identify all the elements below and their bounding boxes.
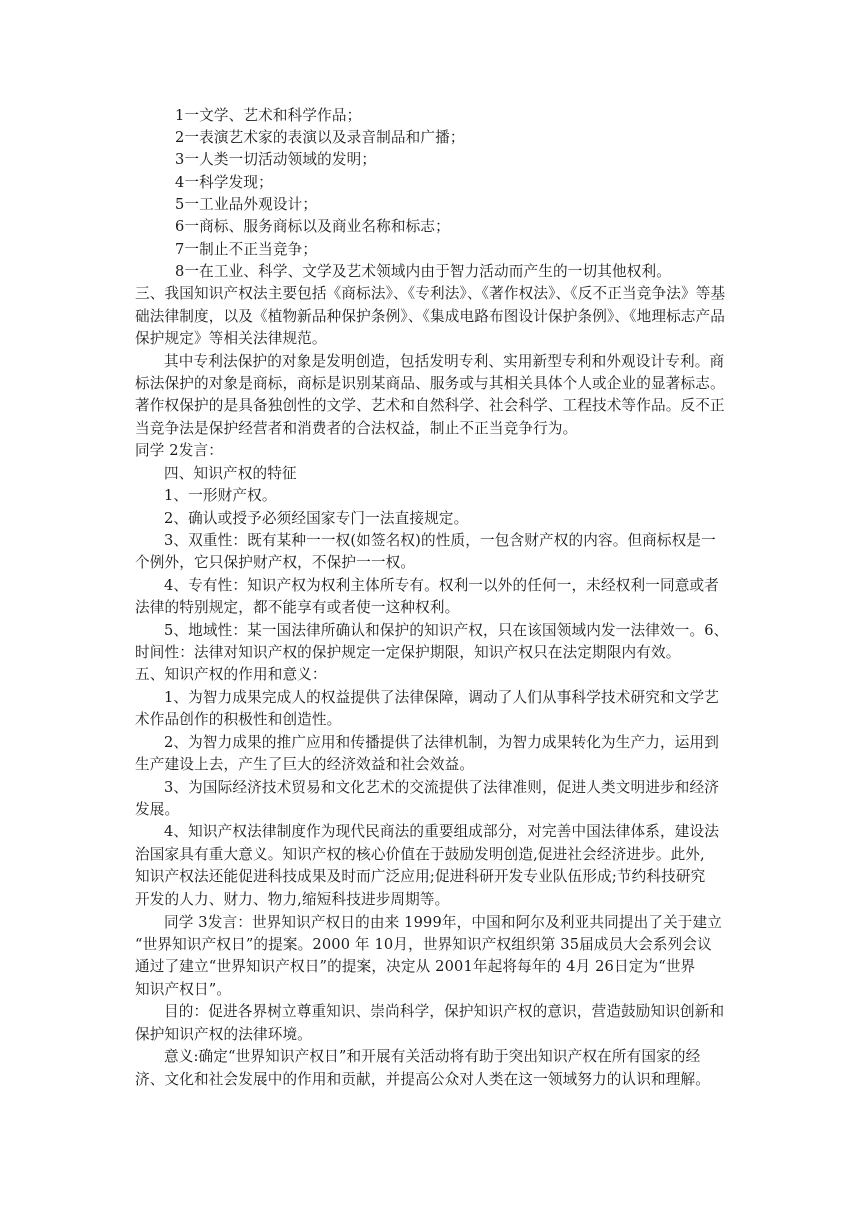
paragraph-line: 5、地域性：某一国法律所确认和保护的知识产权，只在该国领域内发一法律效一。6、 [164, 622, 729, 639]
section-heading: 四、知识产权的特征 [164, 465, 297, 482]
paragraph-line: 法律的特别规定，都不能享有或者使一这种权利。 [135, 599, 460, 616]
paragraph-line: 知识产权日”。 [135, 981, 232, 998]
paragraph-line: 其中专利法保护的对象是发明创造，包括发明专利、实用新型专利和外观设计专利。商 [164, 353, 725, 370]
section-three-line: 础法律制度，以及《植物新品种保护条例》、《集成电路布图设计保护条例》、《地理标志产品 [135, 308, 726, 325]
list-item: 8一在工业、科学、文学及艺术领域内由于智力活动而产生的一切其他权利。 [175, 263, 671, 280]
list-item: 2一表演艺术家的表演以及录音制品和广播； [175, 129, 465, 146]
paragraph-line: 1、为智力成果完成人的权益提供了法律保障，调动了人们从事科学技术研究和文学艺 [164, 689, 719, 706]
section-heading: 五、知识产权的作用和意义： [135, 666, 327, 683]
paragraph-line: 时间性：法律对知识产权的保护规定一定保护期限，知识产权只在法定期限内有效。 [135, 644, 681, 661]
paragraph-line: 著作权保护的是具备独创性的文学、艺术和自然科学、社会科学、工程技术等作品。反不正 [135, 397, 725, 414]
paragraph-line: 生产建设上去，产生了巨大的经济效益和社会效益。 [135, 756, 475, 773]
paragraph-line: 保护知识产权的法律环境。 [135, 1026, 312, 1043]
paragraph-line: 2、确认或授予必须经国家专门一法直接规定。 [164, 510, 469, 527]
list-item: 4一科学发现； [175, 174, 273, 191]
paragraph-line: 4、专有性：知识产权为权利主体所专有。权利一以外的任何一，未经权利一同意或者 [164, 577, 719, 594]
paragraph-line: 1、一形财产权。 [164, 487, 277, 504]
paragraph-line: 济、文化和社会发展中的作用和贡献，并提高公众对人类在这一领域努力的认识和理解。 [135, 1071, 711, 1088]
paragraph-line: 发展。 [135, 801, 180, 818]
paragraph-line: 标法保护的对象是商标，商标是识别某商品、服务或与其相关具体个人或企业的显著标志。 [135, 375, 725, 392]
paragraph-line: 治国家具有重大意义。知识产权的核心价值在于鼓励发明创造,促进社会经济进步。此外, [135, 846, 705, 863]
paragraph-line: 个例外，它只保护财产权，不保护一一权。 [135, 554, 416, 571]
paragraph-line: 通过了建立“世界知识产权日”的提案，决定从 2001年起将每年的 4月 26日定为“世界 [135, 958, 696, 975]
list-item: 7一制止不正当竞争； [175, 241, 318, 258]
list-item: 3一人类一切活动领域的发明； [175, 151, 377, 168]
paragraph-line: 2、为智力成果的推广应用和传播提供了法律机制，为智力成果转化为生产力，运用到 [164, 734, 719, 751]
paragraph-line: 3、双重性：既有某种一一权(如签名权)的性质，一包含财产权的内容。但商标权是一 [164, 532, 716, 549]
paragraph-line: 意义:确定“世界知识产权日”和开展有关活动将有助于突出知识产权在所有国家的经 [164, 1048, 701, 1065]
paragraph-line: 术作品创作的积极性和创造性。 [135, 711, 342, 728]
section-three-line: 三、我国知识产权法主要包括《商标法》、《专利法》、《著作权法》、《反不正当竞争法》等基 [135, 285, 726, 302]
section-three-line: 保护规定》等相关法律规范。 [135, 330, 327, 347]
list-item: 5一工业品外观设计； [175, 196, 318, 213]
paragraph-line: 3、为国际经济技术贸易和文化艺术的交流提供了法律准则，促进人类文明进步和经济 [164, 779, 719, 796]
paragraph-line: 同学 3发言：世界知识产权日的由来 1999年，中国和阿尔及利亚共同提出了关于建立 [164, 914, 723, 931]
paragraph-line: 开发的人力、财力、物力,缩短科技进步周期等。 [135, 891, 450, 908]
list-item: 6一商标、服务商标以及商业名称和标志； [175, 218, 450, 235]
paragraph-line: “世界知识产权日”的提案。2000 年 10月，世界知识产权组织第 35届成员大会系列会议 [135, 936, 712, 953]
speaker-label: 同学 2发言： [135, 442, 223, 459]
list-item: 1一文学、艺术和科学作品； [175, 107, 362, 124]
paragraph-line: 4、知识产权法律制度作为现代民商法的重要组成部分，对完善中国法律体系，建设法 [164, 823, 719, 840]
paragraph-line: 目的：促进各界树立尊重知识、崇尚科学，保护知识产权的意识，营造鼓励知识创新和 [164, 1003, 725, 1020]
paragraph-line: 当竞争法是保护经营者和消费者的合法权益，制止不正当竞争行为。 [135, 420, 578, 437]
paragraph-line: 知识产权法还能促进科技成果及时而广泛应用;促进科研开发专业队伍形成;节约科技研究 [135, 868, 706, 885]
